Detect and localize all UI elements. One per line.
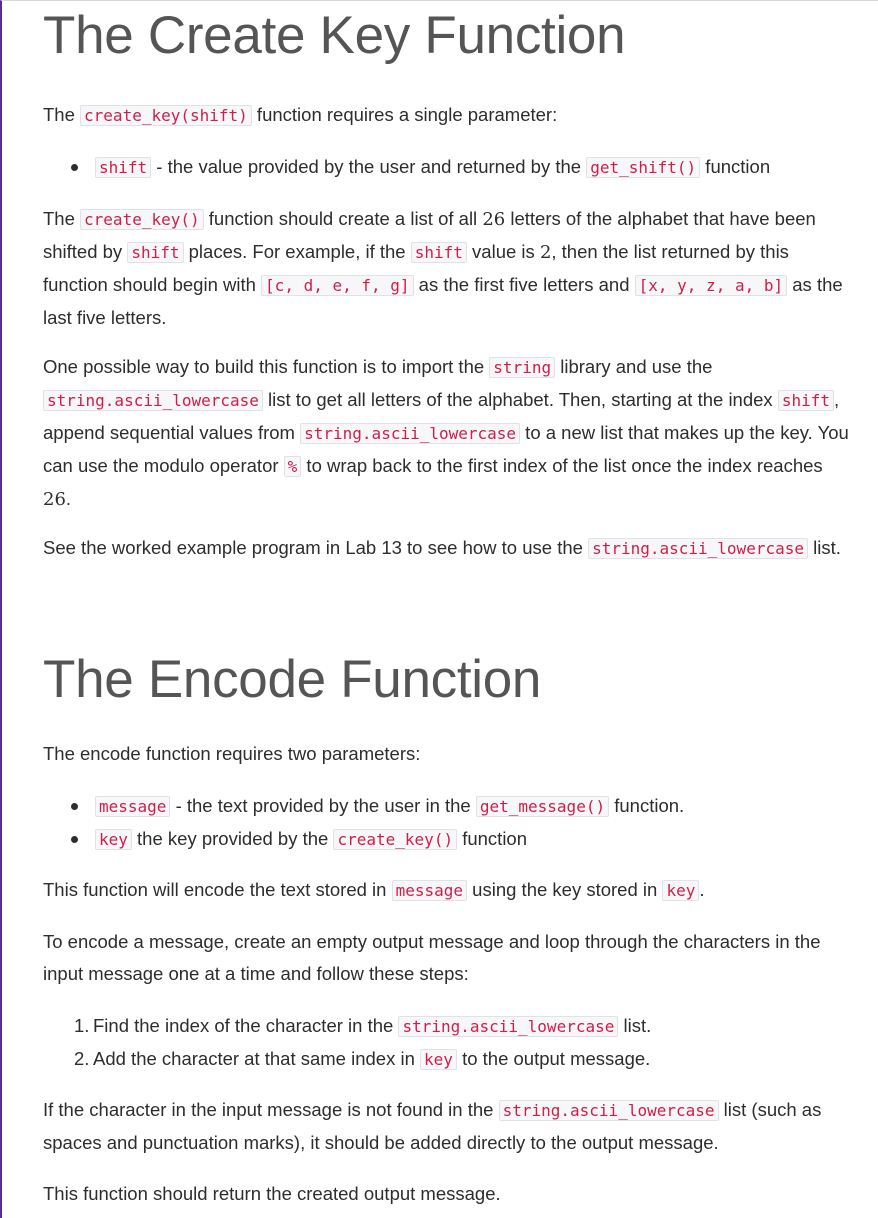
inline-code: string.ascii_lowercase bbox=[588, 538, 808, 559]
inline-code: key bbox=[420, 1049, 457, 1070]
inline-code: % bbox=[284, 456, 302, 477]
inline-code: string.ascii_lowercase bbox=[300, 423, 520, 444]
heading-create-key: The Create Key Function bbox=[43, 6, 626, 65]
inline-code: string bbox=[489, 357, 555, 378]
list-item: message - the text provided by the user in the get_message() function. bbox=[43, 790, 853, 823]
inline-code: create_key() bbox=[80, 209, 204, 230]
inline-code: key bbox=[95, 829, 132, 850]
encode-approach: To encode a message, create an empty output message and loop through the characters in the input message one at a time and follow these steps: bbox=[43, 931, 821, 984]
create-key-approach: One possible way to build this function is to import the string library and use the string.ascii_lowercase list to get all letters of the alphabet. Then, starting at the index shift , append sequential values from string.ascii_lowercase to a new list that makes up the key. You can use the modulo operator % to wrap back to the first index of the list once the index reaches 26. bbox=[43, 356, 849, 510]
inline-code: shift bbox=[95, 157, 151, 178]
inline-code: shift bbox=[778, 390, 834, 411]
heading-encode: The Encode Function bbox=[43, 650, 542, 709]
inline-code: string.ascii_lowercase bbox=[398, 1016, 618, 1037]
step-number: 2. bbox=[74, 1048, 90, 1069]
encode-non-letters: If the character in the input message is not found in the string.ascii_lowercase list (such as spaces and punctuation marks), it should be added directly to the output message. bbox=[43, 1099, 822, 1153]
encode-description: This function will encode the text stored in message using the key stored in key . bbox=[43, 879, 705, 900]
encode-intro: The encode function requires two parameters: bbox=[43, 743, 421, 764]
inline-code: shift bbox=[127, 242, 183, 263]
step-number: 1. bbox=[74, 1015, 90, 1036]
inline-code: string.ascii_lowercase bbox=[499, 1100, 719, 1121]
inline-code: message bbox=[392, 880, 467, 901]
create-key-worked-example: See the worked example program in Lab 13 to see how to use the string.ascii_lowercase list. bbox=[43, 537, 841, 558]
create-key-intro: The create_key(shift) function requires a single parameter: bbox=[43, 104, 558, 125]
inline-code: [c, d, e, f, g] bbox=[261, 275, 414, 296]
inline-code: create_key() bbox=[333, 829, 457, 850]
inline-code: get_message() bbox=[476, 796, 609, 817]
list-item: 2. Add the character at that same index in key to the output message. bbox=[43, 1043, 853, 1076]
inline-code: [x, y, z, a, b] bbox=[635, 275, 788, 296]
list-item: key the key provided by the create_key() function bbox=[43, 823, 853, 856]
list-item: 1. Find the index of the character in the string.ascii_lowercase list. bbox=[43, 1010, 853, 1043]
inline-code: message bbox=[95, 796, 170, 817]
encode-return: This function should return the created output message. bbox=[43, 1183, 501, 1204]
encode-steps-list bbox=[43, 1010, 853, 1076]
inline-code: string.ascii_lowercase bbox=[43, 390, 263, 411]
inline-code: shift bbox=[411, 242, 467, 263]
create-key-param-list bbox=[43, 151, 853, 184]
inline-code: create_key(shift) bbox=[80, 105, 252, 126]
create-key-description: The create_key() function should create a list of all 26 letters of the alphabet that have been shifted by shift places. For example, if the shift value is 2, then the list returned by this function should begin with [c, d, e, f, g] as the first five letters and [x, y, z, a, b] as the last five letters. bbox=[43, 208, 843, 328]
inline-code: key bbox=[662, 880, 699, 901]
encode-param-list bbox=[43, 790, 853, 856]
list-item: shift - the value provided by the user and returned by the get_shift() function bbox=[43, 151, 853, 184]
inline-code: get_shift() bbox=[586, 157, 700, 178]
